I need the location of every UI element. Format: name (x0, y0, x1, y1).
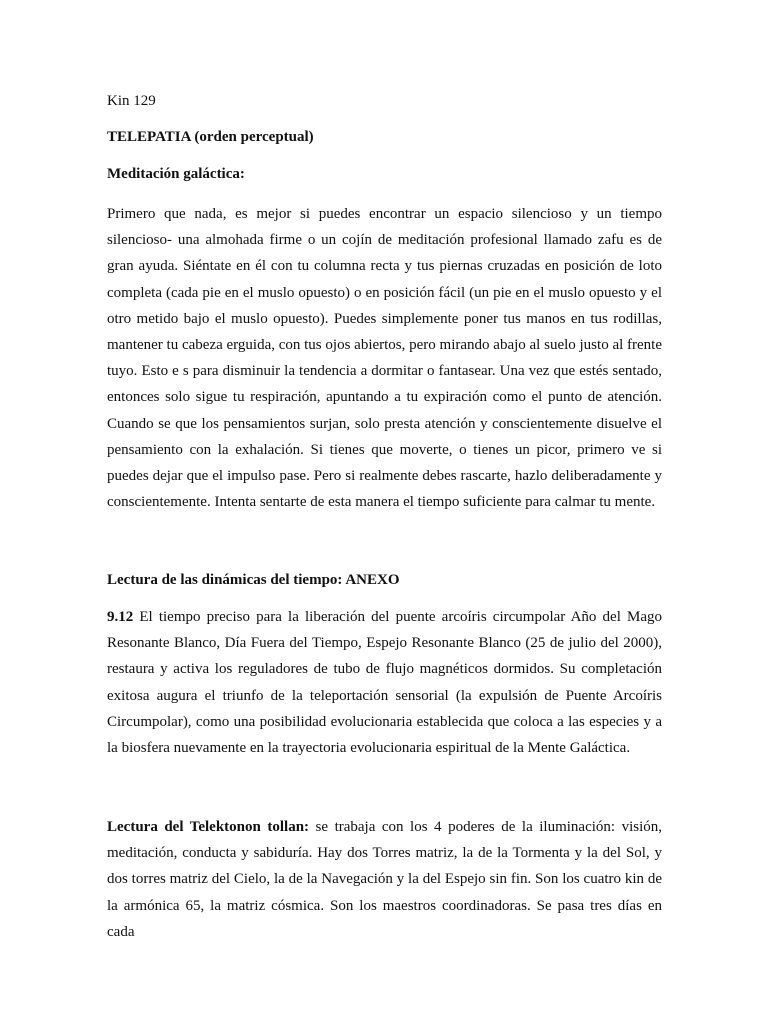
meditation-paragraph: Primero que nada, es mejor si puedes encontrar un espacio silencioso y un tiempo silencioso- una almohada firme o un cojín de meditación profesional llamado zafu es de gran ayuda. Siéntate en él con tu columna recta y tus piernas cruzadas en posición de loto completa (cada pie en el muslo opuesto) o en posición fácil (un pie en el muslo opuesto y el otro metido bajo el muslo opuesto). Puedes simplemente poner tus manos en tus rodillas, mantener tu cabeza erguida, con tus ojos abiertos, pero mirando abajo al suelo justo al frente tuyo. Esto e s para disminuir la tendencia a dormitar o fantasear. Una vez que estés sentado, entonces solo sigue tu respiración, apuntando a tu expiración como el punto de atención. Cuando se que los pensamientos surjan, solo presta atención y conscientemente disuelve el pensamiento con la exhalación. Si tienes que moverte, o tienes un picor, primero ve si puedes dejar que el impulso pase. Pero si realmente debes rascarte, hazlo deliberadamente y conscientemente. Intenta sentarte de esta manera el tiempo suficiente para calmar tu mente. (107, 206, 662, 511)
annex-number: 9.12 (107, 609, 134, 625)
telektonon-paragraph (107, 814, 662, 945)
meditation-heading: Meditación galáctica: (107, 166, 245, 182)
document-title: TELEPATIA (orden perceptual) (107, 129, 314, 145)
telektonon-text: se trabaja con los 4 poderes de la iluminación: visión, meditación, conducta y sabiduría. Hay dos Torres matriz, la de la Tormenta y la del Sol, y dos torres matriz del Cielo, la de la Navegación y la del Espejo sin fin. Son los cuatro kin de la armónica 65, la matriz cósmica. Son los maestros coordinadoras. Se pasa tres días en cada (107, 819, 662, 940)
annex-paragraph (107, 604, 662, 761)
telektonon-label: Lectura del Telektonon tollan: (107, 819, 310, 835)
kin-label: Kin 129 (107, 93, 156, 109)
annex-heading: Lectura de las dinámicas del tiempo: ANEXO (107, 572, 400, 588)
annex-text: El tiempo preciso para la liberación del puente arcoíris circumpolar Año del Mago Resonante Blanco, Día Fuera del Tiempo, Espejo Resonante Blanco (25 de julio del 2000), restaura y activa los reguladores de tubo de flujo magnéticos dormidos. Su completación exitosa augura el triunfo de la teleportación sensorial (la expulsión de Puente Arcoíris Circumpolar), como una posibilidad evolucionaria establecida que coloca a las especies y a la biosfera nuevamente en la trayectoria evolucionaria espiritual de la Mente Galáctica. (107, 609, 662, 757)
